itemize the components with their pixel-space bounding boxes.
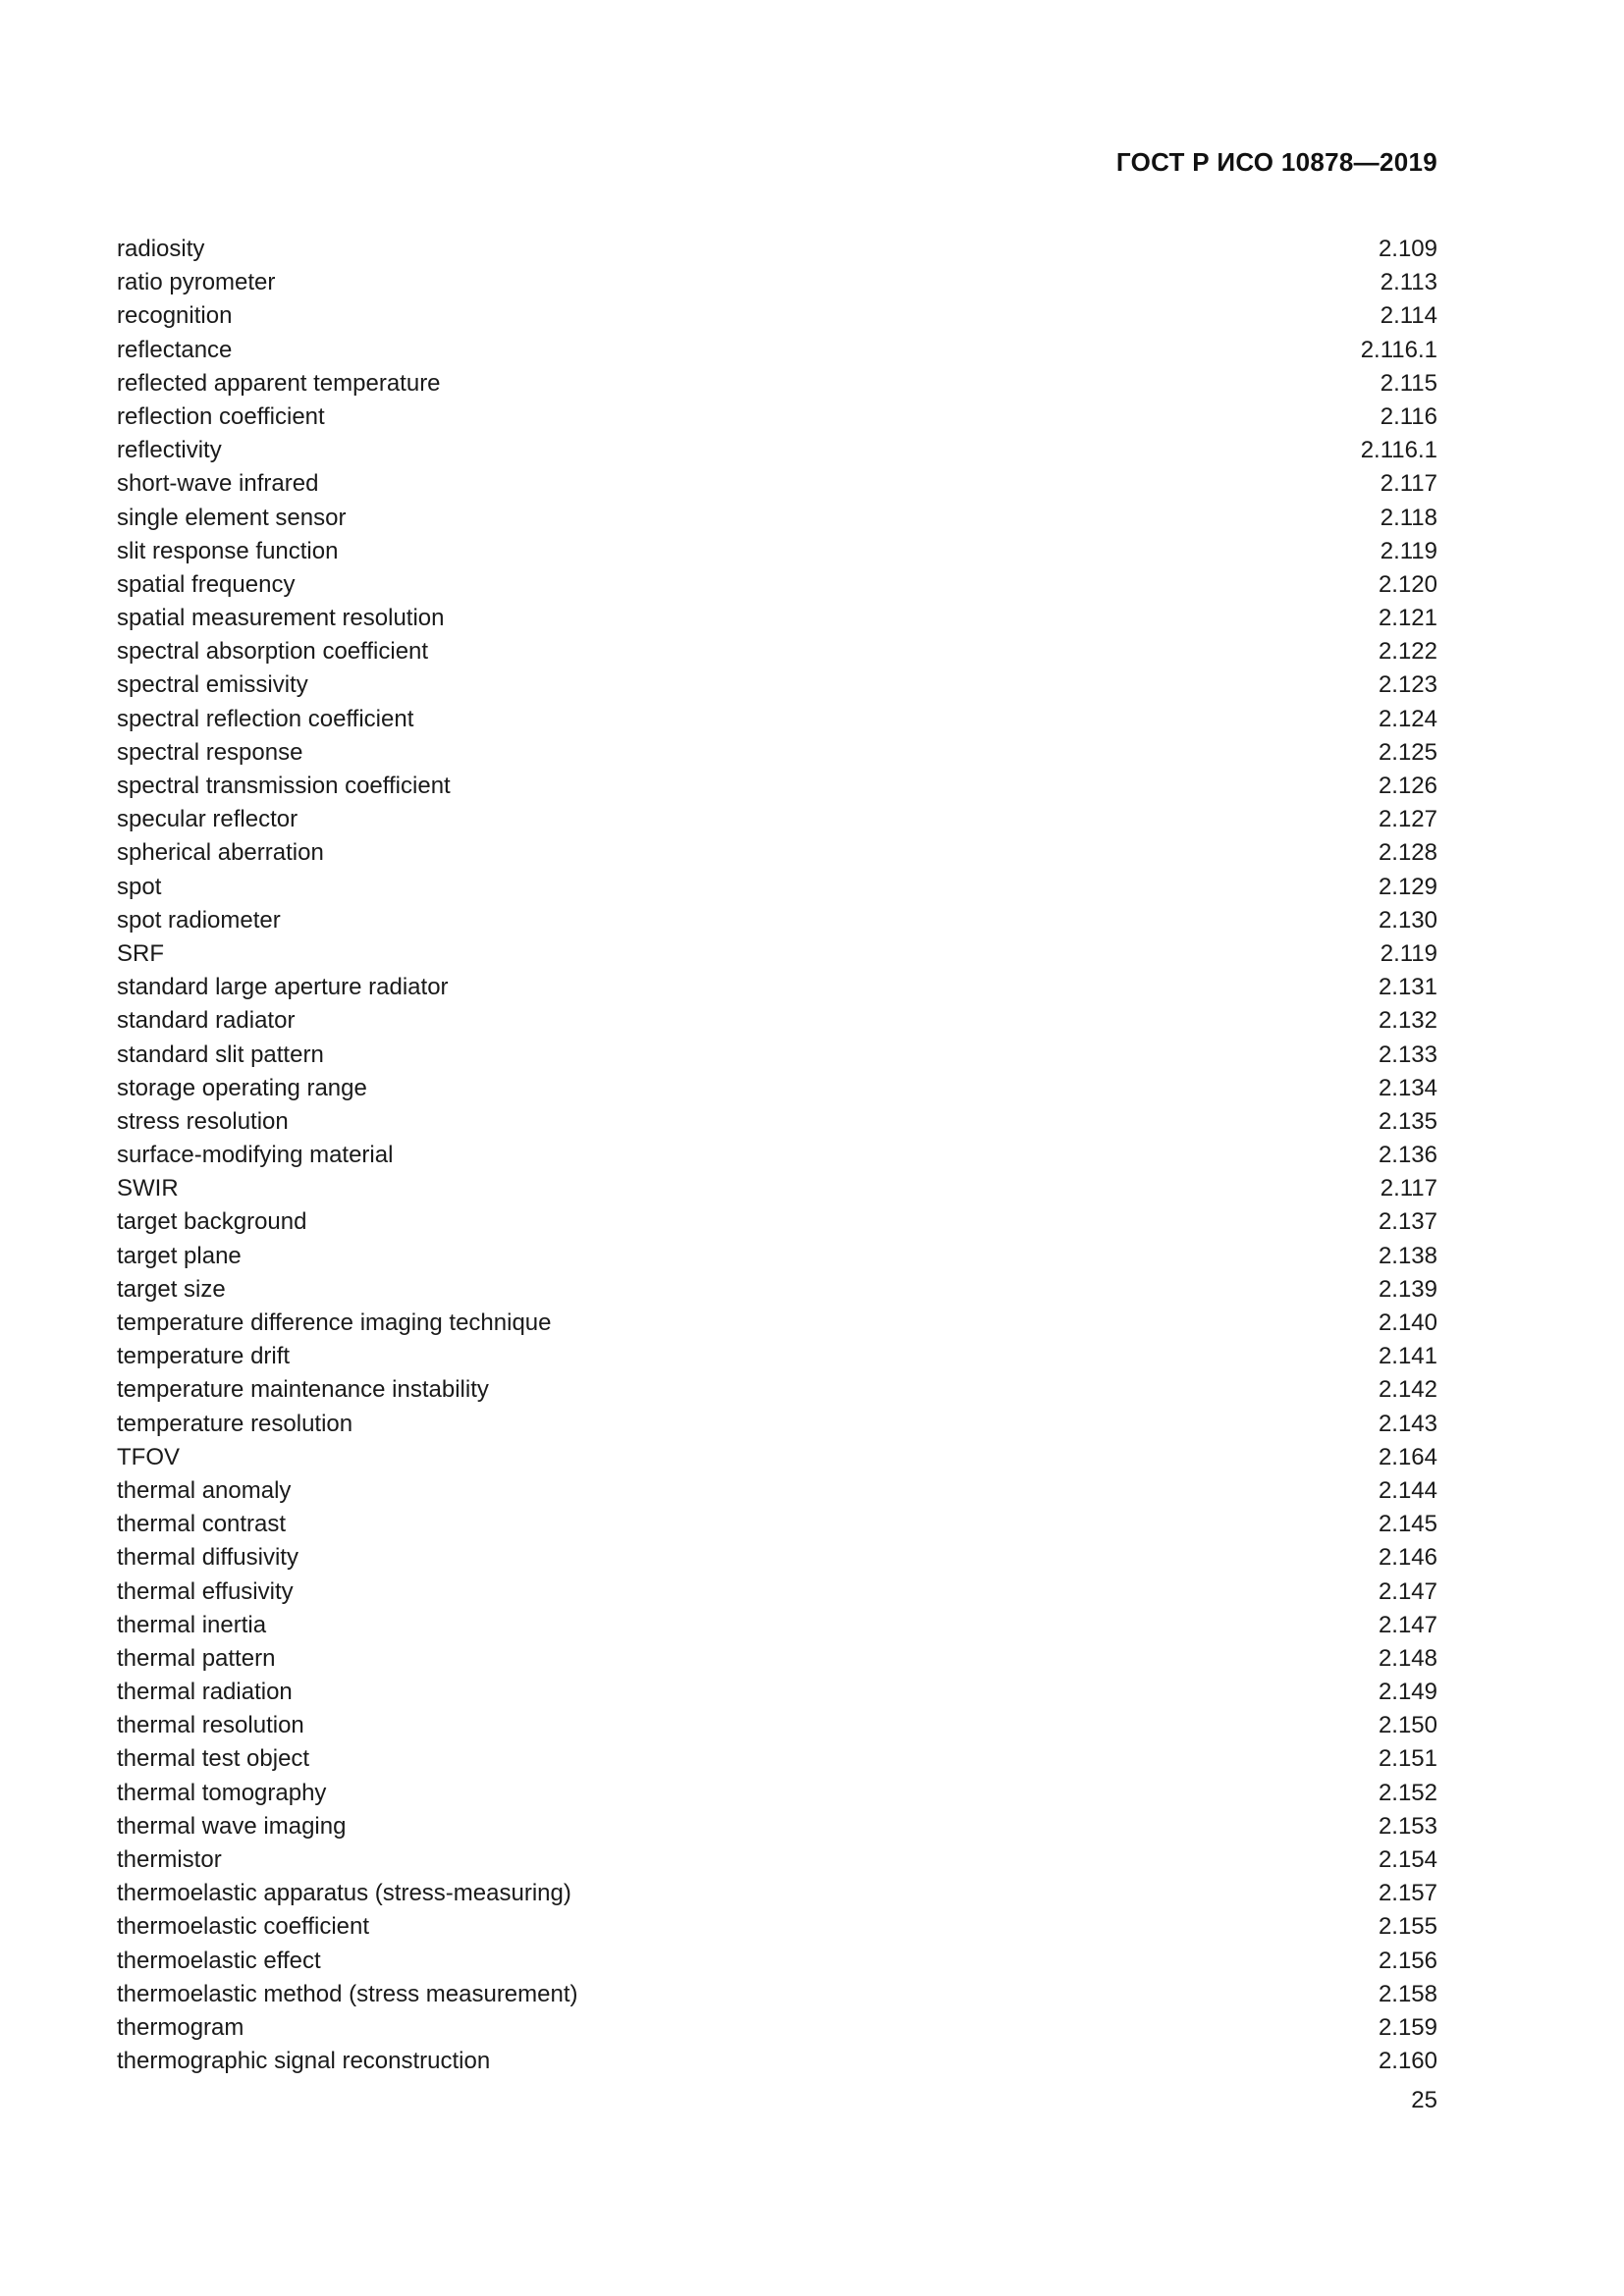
index-term: spot radiometer bbox=[117, 906, 281, 934]
index-reference-number: 2.117 bbox=[1380, 1175, 1437, 1202]
index-term: thermal resolution bbox=[117, 1712, 304, 1739]
index-term: thermal wave imaging bbox=[117, 1812, 347, 1840]
index-term: standard radiator bbox=[117, 1007, 296, 1035]
index-entry bbox=[117, 1676, 1437, 1709]
index-entry bbox=[117, 266, 1437, 299]
page-header: ГОСТ Р ИСО 10878—2019 bbox=[1115, 147, 1437, 177]
index-reference-number: 2.121 bbox=[1378, 605, 1437, 632]
index-entry bbox=[117, 2045, 1437, 2078]
index-reference-number: 2.148 bbox=[1378, 1644, 1437, 1672]
index-term: reflectance bbox=[117, 336, 233, 363]
index-entry bbox=[117, 803, 1437, 836]
index-entry bbox=[117, 1575, 1437, 1609]
index-term: spectral transmission coefficient bbox=[117, 773, 451, 799]
index-reference-number: 2.119 bbox=[1380, 537, 1437, 564]
index-entry bbox=[117, 1910, 1437, 1944]
index-reference-number: 2.145 bbox=[1378, 1511, 1437, 1538]
index-term: spectral reflection coefficient bbox=[117, 705, 414, 732]
index-reference-number: 2.160 bbox=[1378, 2048, 1437, 2075]
index-entry bbox=[117, 1240, 1437, 1273]
index-reference-number: 2.123 bbox=[1378, 671, 1437, 699]
index-term: thermoelastic apparatus (stress-measuring) bbox=[117, 1880, 571, 1907]
index-reference-number: 2.131 bbox=[1378, 974, 1437, 1001]
index-term: specular reflector bbox=[117, 806, 298, 833]
index-reference-number: 2.133 bbox=[1378, 1041, 1437, 1068]
index-reference-number: 2.117 bbox=[1380, 470, 1437, 498]
index-reference-number: 2.114 bbox=[1380, 302, 1437, 330]
index-reference-number: 2.130 bbox=[1378, 906, 1437, 934]
index-term: temperature maintenance instability bbox=[117, 1376, 489, 1404]
index-reference-number: 2.115 bbox=[1380, 369, 1437, 397]
index-reference-number: 2.147 bbox=[1378, 1577, 1437, 1605]
index-term: thermal diffusivity bbox=[117, 1544, 298, 1572]
index-term: spatial measurement resolution bbox=[117, 605, 445, 632]
index-term: SWIR bbox=[117, 1175, 179, 1202]
index-reference-number: 2.128 bbox=[1378, 839, 1437, 867]
index-entry bbox=[117, 971, 1437, 1004]
index-reference-number: 2.149 bbox=[1378, 1679, 1437, 1706]
index-reference-number: 2.122 bbox=[1378, 638, 1437, 666]
index-entry bbox=[117, 770, 1437, 803]
index-term: spectral emissivity bbox=[117, 671, 308, 699]
index-entry bbox=[117, 1508, 1437, 1541]
index-reference-number: 2.147 bbox=[1378, 1611, 1437, 1638]
index-reference-number: 2.124 bbox=[1378, 705, 1437, 732]
index-entry bbox=[117, 904, 1437, 937]
index-term: reflectivity bbox=[117, 437, 222, 464]
index-reference-number: 2.109 bbox=[1378, 236, 1437, 262]
index-term: surface-modifying material bbox=[117, 1142, 394, 1169]
index-entry bbox=[117, 1742, 1437, 1776]
index-term: spectral response bbox=[117, 738, 303, 766]
index-entry bbox=[117, 871, 1437, 904]
index-entry bbox=[117, 736, 1437, 770]
index-term: ratio pyrometer bbox=[117, 269, 276, 296]
index-term: radiosity bbox=[117, 236, 205, 262]
index-term: thermoelastic method (stress measurement) bbox=[117, 1980, 578, 2007]
index-term: target plane bbox=[117, 1242, 242, 1269]
index-entry bbox=[117, 467, 1437, 501]
index-entry bbox=[117, 1139, 1437, 1172]
index-term: temperature drift bbox=[117, 1343, 291, 1370]
index-reference-number: 2.127 bbox=[1378, 806, 1437, 833]
index-term: SRF bbox=[117, 939, 164, 967]
index-entry bbox=[117, 434, 1437, 467]
index-term: spot bbox=[117, 873, 162, 900]
index-reference-number: 2.153 bbox=[1378, 1812, 1437, 1840]
index-reference-number: 2.157 bbox=[1378, 1880, 1437, 1907]
index-term: thermoelastic coefficient bbox=[117, 1913, 370, 1941]
index-term: TFOV bbox=[117, 1443, 180, 1470]
index-entry bbox=[117, 1172, 1437, 1205]
index-term: reflection coefficient bbox=[117, 402, 325, 430]
index-entry bbox=[117, 1843, 1437, 1877]
index-entry bbox=[117, 1441, 1437, 1474]
index-term: thermogram bbox=[117, 2013, 244, 2041]
index-term: thermoelastic effect bbox=[117, 1947, 321, 1974]
index-reference-number: 2.126 bbox=[1378, 773, 1437, 799]
index-term: recognition bbox=[117, 302, 233, 330]
index-term: target size bbox=[117, 1275, 226, 1303]
index-term: standard large aperture radiator bbox=[117, 974, 449, 1001]
index-reference-number: 2.134 bbox=[1378, 1074, 1437, 1101]
index-entry bbox=[117, 1541, 1437, 1575]
index-reference-number: 2.141 bbox=[1378, 1343, 1437, 1370]
index-reference-number: 2.118 bbox=[1380, 504, 1437, 531]
index-term: stress resolution bbox=[117, 1107, 289, 1135]
index-entry bbox=[117, 535, 1437, 568]
index-entry bbox=[117, 1877, 1437, 1910]
index-reference-number: 2.120 bbox=[1378, 570, 1437, 598]
index-term: thermal anomaly bbox=[117, 1476, 292, 1504]
index-entry bbox=[117, 1004, 1437, 1038]
index-reference-number: 2.135 bbox=[1378, 1107, 1437, 1135]
index-entry bbox=[117, 836, 1437, 870]
index-entry bbox=[117, 1072, 1437, 1105]
index-reference-number: 2.151 bbox=[1378, 1745, 1437, 1773]
index-entry bbox=[117, 1307, 1437, 1340]
index-term: spherical aberration bbox=[117, 839, 324, 867]
index-entry bbox=[117, 1340, 1437, 1373]
index-reference-number: 2.140 bbox=[1378, 1309, 1437, 1336]
index-term: spectral absorption coefficient bbox=[117, 638, 429, 666]
term-index-list bbox=[117, 233, 1437, 2078]
index-term: thermal inertia bbox=[117, 1611, 267, 1638]
index-reference-number: 2.142 bbox=[1378, 1376, 1437, 1404]
index-entry bbox=[117, 502, 1437, 535]
index-reference-number: 2.116 bbox=[1380, 402, 1437, 430]
index-term: thermal test object bbox=[117, 1745, 310, 1773]
index-term: thermal radiation bbox=[117, 1679, 293, 1706]
index-entry bbox=[117, 937, 1437, 971]
index-term: thermal effusivity bbox=[117, 1577, 294, 1605]
index-reference-number: 2.125 bbox=[1378, 738, 1437, 766]
index-term: storage operating range bbox=[117, 1074, 367, 1101]
index-term: thermal contrast bbox=[117, 1511, 287, 1538]
index-entry bbox=[117, 703, 1437, 736]
index-entry bbox=[117, 1105, 1437, 1139]
index-entry bbox=[117, 1039, 1437, 1072]
index-entry bbox=[117, 233, 1437, 266]
index-entry bbox=[117, 1810, 1437, 1843]
index-reference-number: 2.156 bbox=[1378, 1947, 1437, 1974]
index-entry bbox=[117, 1945, 1437, 1978]
index-term: spatial frequency bbox=[117, 570, 296, 598]
index-reference-number: 2.144 bbox=[1378, 1476, 1437, 1504]
index-entry bbox=[117, 1642, 1437, 1676]
index-entry bbox=[117, 568, 1437, 602]
index-entry bbox=[117, 400, 1437, 434]
index-term: short-wave infrared bbox=[117, 470, 319, 498]
index-term: temperature difference imaging technique bbox=[117, 1309, 552, 1336]
page-number: 25 bbox=[1411, 2087, 1437, 2113]
index-reference-number: 2.139 bbox=[1378, 1275, 1437, 1303]
index-term: target background bbox=[117, 1208, 307, 1236]
index-term: standard slit pattern bbox=[117, 1041, 324, 1068]
index-term: thermal pattern bbox=[117, 1644, 276, 1672]
index-entry bbox=[117, 1205, 1437, 1239]
index-reference-number: 2.137 bbox=[1378, 1208, 1437, 1236]
index-entry bbox=[117, 635, 1437, 668]
index-term: thermistor bbox=[117, 1846, 222, 1873]
index-reference-number: 2.152 bbox=[1378, 1779, 1437, 1806]
index-entry bbox=[117, 1474, 1437, 1508]
index-entry bbox=[117, 1609, 1437, 1642]
index-reference-number: 2.119 bbox=[1380, 939, 1437, 967]
index-reference-number: 2.150 bbox=[1378, 1712, 1437, 1739]
index-term: temperature resolution bbox=[117, 1410, 353, 1437]
index-entry bbox=[117, 668, 1437, 702]
index-reference-number: 2.138 bbox=[1378, 1242, 1437, 1269]
index-entry bbox=[117, 367, 1437, 400]
index-reference-number: 2.158 bbox=[1378, 1980, 1437, 2007]
index-entry bbox=[117, 1273, 1437, 1307]
index-term: single element sensor bbox=[117, 504, 347, 531]
index-entry bbox=[117, 1408, 1437, 1441]
index-reference-number: 2.113 bbox=[1380, 269, 1437, 296]
index-reference-number: 2.159 bbox=[1378, 2013, 1437, 2041]
index-term: reflected apparent temperature bbox=[117, 369, 441, 397]
index-term: slit response function bbox=[117, 537, 339, 564]
index-entry bbox=[117, 299, 1437, 333]
index-entry bbox=[117, 334, 1437, 367]
index-entry bbox=[117, 1978, 1437, 2011]
index-reference-number: 2.154 bbox=[1378, 1846, 1437, 1873]
index-reference-number: 2.132 bbox=[1378, 1007, 1437, 1035]
index-reference-number: 2.155 bbox=[1378, 1913, 1437, 1941]
index-entry bbox=[117, 1373, 1437, 1407]
index-entry bbox=[117, 2011, 1437, 2045]
index-reference-number: 2.129 bbox=[1378, 873, 1437, 900]
index-term: thermal tomography bbox=[117, 1779, 327, 1806]
index-reference-number: 2.116.1 bbox=[1360, 437, 1437, 464]
index-entry bbox=[117, 1709, 1437, 1742]
index-reference-number: 2.164 bbox=[1378, 1443, 1437, 1470]
index-term: thermographic signal reconstruction bbox=[117, 2048, 491, 2075]
index-reference-number: 2.136 bbox=[1378, 1142, 1437, 1169]
index-reference-number: 2.116.1 bbox=[1360, 336, 1437, 363]
index-entry bbox=[117, 1777, 1437, 1810]
index-entry bbox=[117, 602, 1437, 635]
index-reference-number: 2.143 bbox=[1378, 1410, 1437, 1437]
index-reference-number: 2.146 bbox=[1378, 1544, 1437, 1572]
